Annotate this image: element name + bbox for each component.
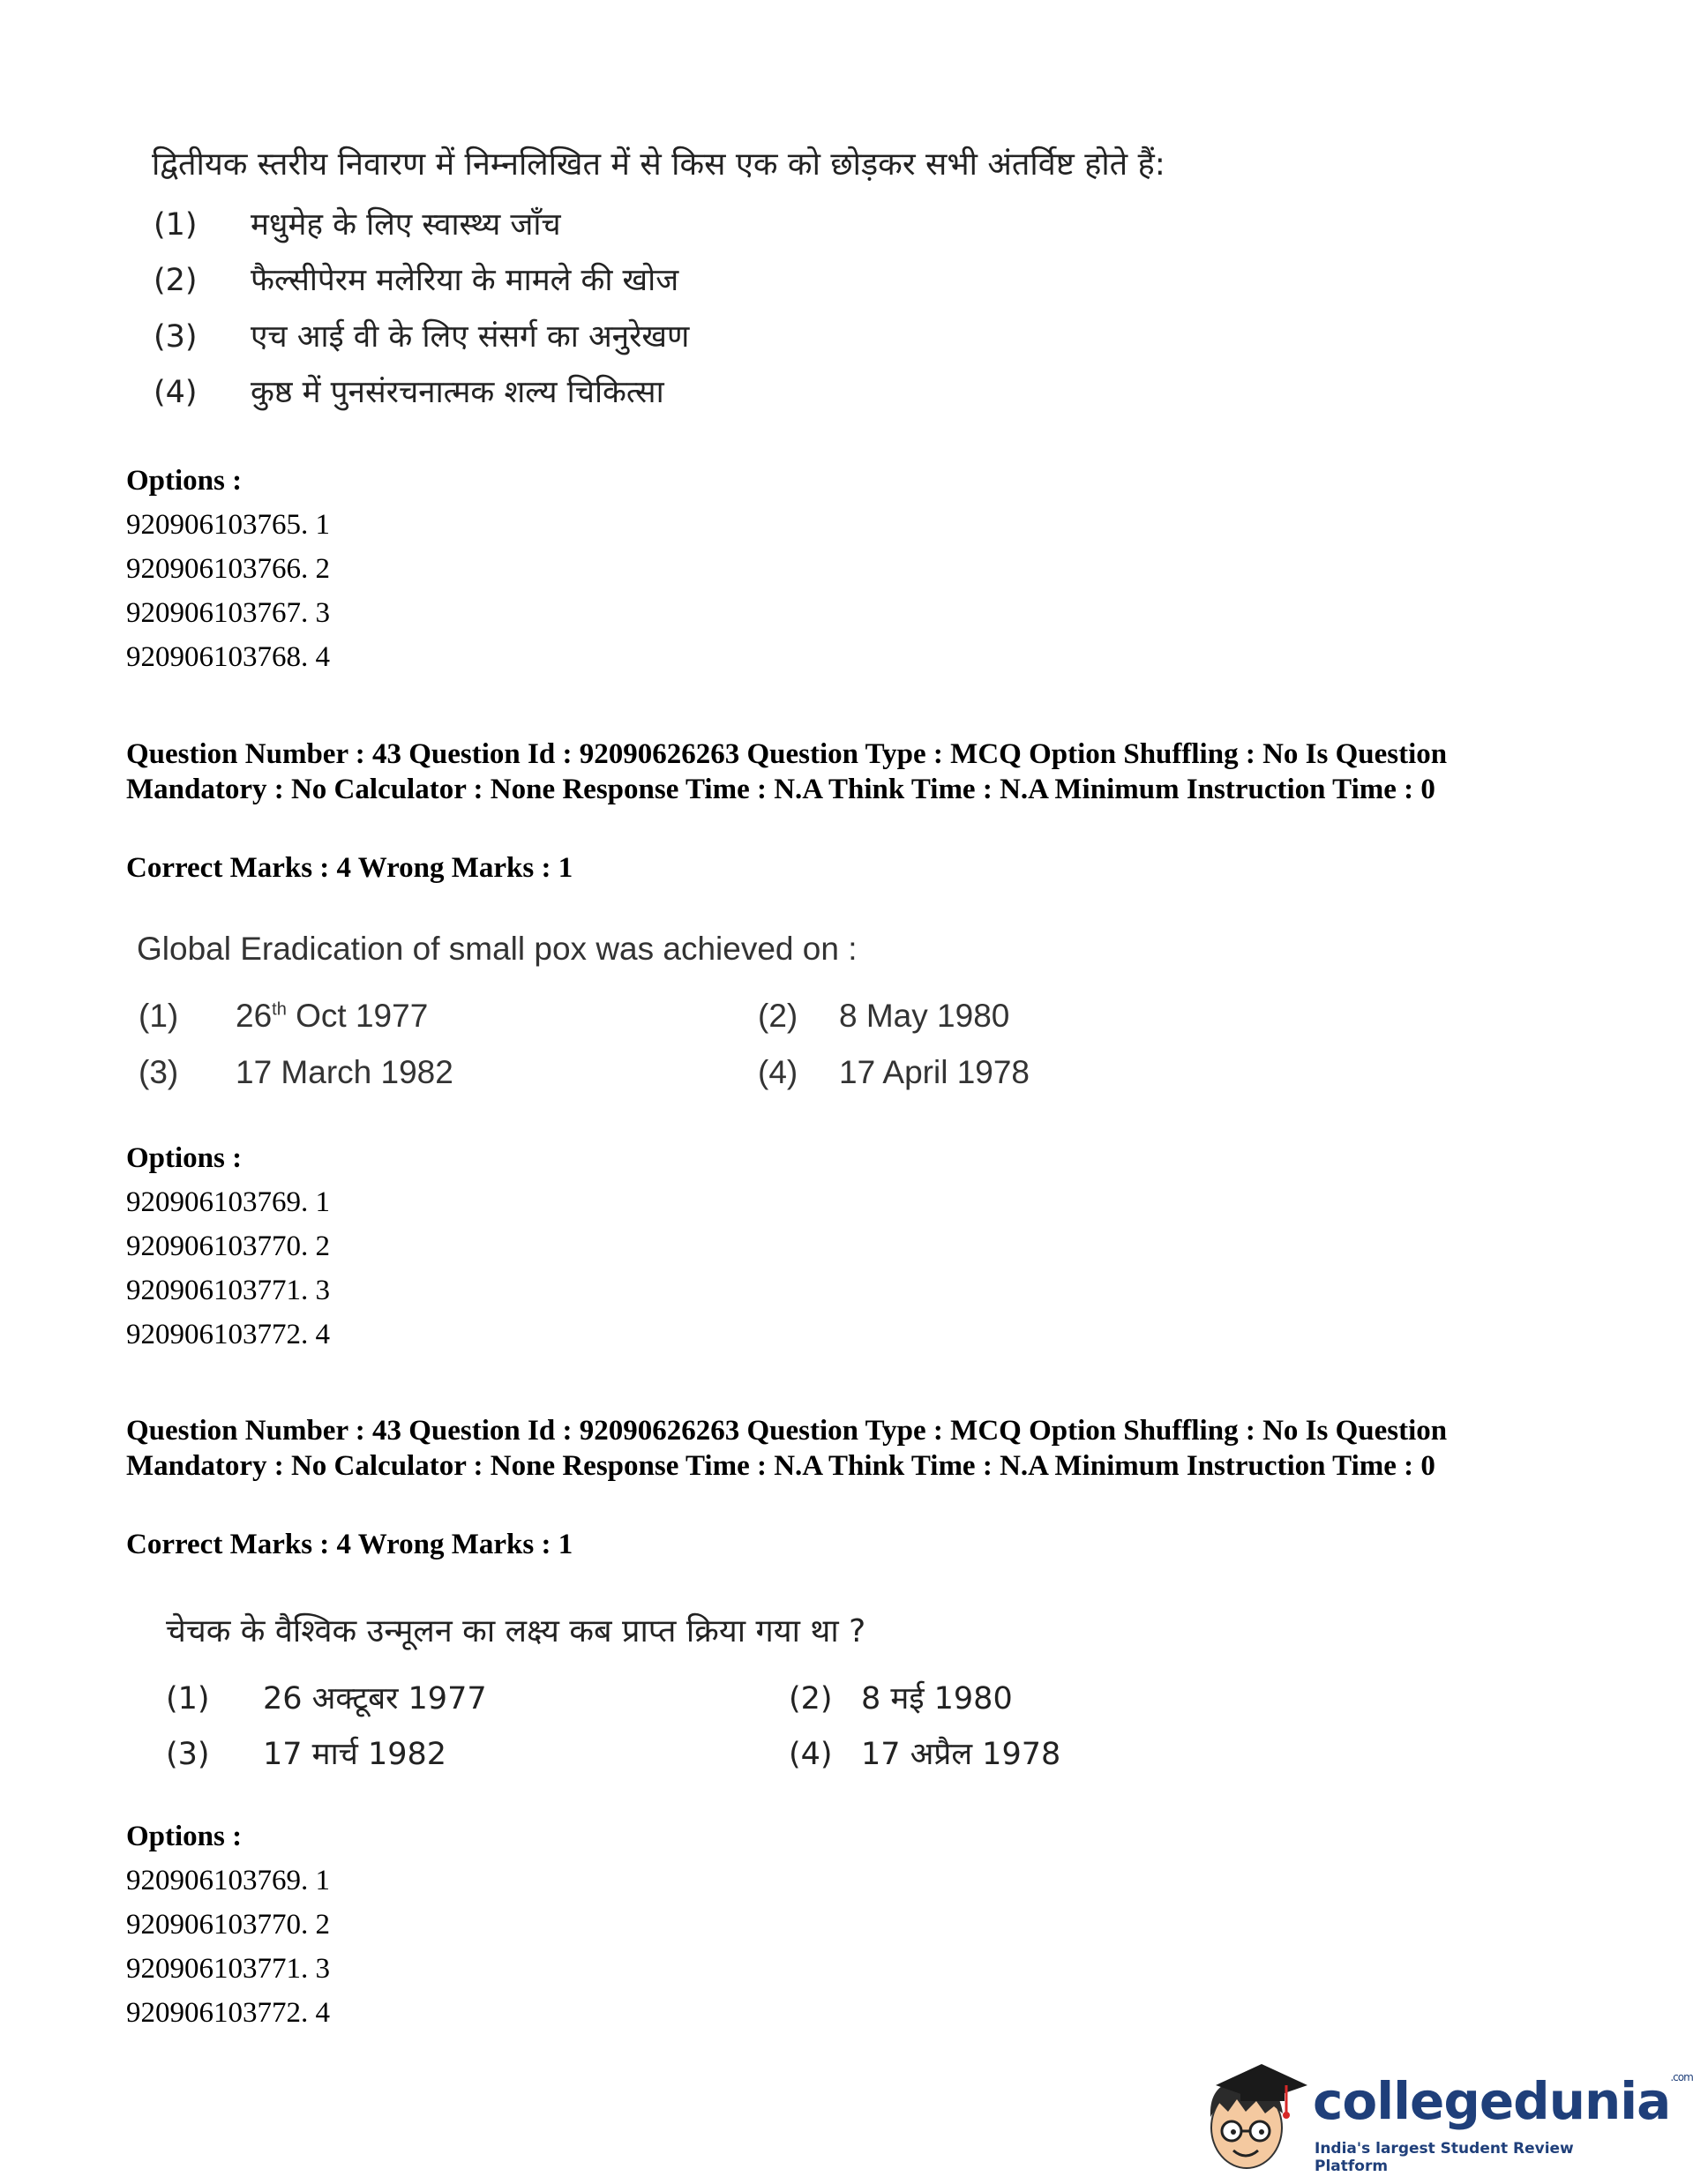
choice-number: (2) xyxy=(789,1681,833,1717)
choice-text: 26 अक्टूबर 1977 xyxy=(263,1681,487,1717)
choice-text: 26 xyxy=(236,998,273,1034)
choice-number: (3) xyxy=(154,319,198,355)
choice-2 xyxy=(154,258,678,300)
choice-3 xyxy=(139,1054,453,1091)
choice-number: (2) xyxy=(758,998,798,1034)
option-id: 920906103770. 2 xyxy=(126,1909,330,1941)
options-label: Options : xyxy=(126,1821,243,1852)
choice-number: (3) xyxy=(166,1737,210,1772)
choice-number: (1) xyxy=(139,998,179,1034)
question-marks: Correct Marks : 4 Wrong Marks : 1 xyxy=(126,1529,573,1560)
logo-suffix: .com xyxy=(1670,2071,1693,2083)
question-meta: Question Number : 43 Question Id : 92090626263 Question Type : MCQ Option Shuffling : No Is Question Mandatory : No Calculator : None Response Time : N.A Think Time : N.A Minimum Instruction Time : 0 xyxy=(126,1415,1448,1482)
logo-name: collegedunia xyxy=(1313,2071,1671,2131)
logo-tagline: India's largest Student Review Platform xyxy=(1315,2140,1574,2175)
choice-2 xyxy=(758,998,1009,1035)
q43-hindi-options xyxy=(126,1814,330,2035)
choice-4 xyxy=(789,1732,1060,1774)
choice-text: 17 मार्च 1982 xyxy=(263,1737,447,1772)
options-label: Options : xyxy=(126,1142,243,1174)
choice-text: 17 March 1982 xyxy=(236,1054,453,1090)
choice-number: (4) xyxy=(789,1737,833,1772)
option-id: 920906103769. 1 xyxy=(126,1186,330,1218)
choice-1 xyxy=(166,1677,487,1718)
choice-number: (1) xyxy=(154,207,198,243)
choice-text: फैल्सीपेरम मलेरिया के मामले की खोज xyxy=(251,263,679,298)
option-id: 920906103771. 3 xyxy=(126,1953,330,1985)
collegedunia-logo xyxy=(1198,2055,1693,2179)
q42-question-image xyxy=(152,141,1299,423)
option-id: 920906103770. 2 xyxy=(126,1230,330,1262)
choice-number: (2) xyxy=(154,263,198,298)
q43-english-options xyxy=(126,1136,330,1357)
question-meta: Question Number : 43 Question Id : 92090626263 Question Type : MCQ Option Shuffling : No Is Question Mandatory : No Calculator : None Response Time : N.A Think Time : N.A Minimum Instruction Time : 0 xyxy=(126,738,1448,805)
logo-wordmark xyxy=(1313,2071,1693,2131)
choice-1 xyxy=(154,203,561,244)
choice-text: 8 मई 1980 xyxy=(861,1681,1013,1717)
option-id: 920906103769. 1 xyxy=(126,1865,330,1896)
options-label: Options : xyxy=(126,465,243,497)
choice-text: एच आई वी के लिए संसर्ग का अनुरेखण xyxy=(251,319,690,355)
q42-options xyxy=(126,459,330,679)
mascot-icon xyxy=(1198,2055,1313,2179)
choice-1 xyxy=(139,998,428,1035)
choice-4 xyxy=(758,1054,1030,1091)
choice-text: 17 अप्रैल 1978 xyxy=(861,1737,1061,1772)
choice-superscript: th xyxy=(272,999,287,1020)
option-id: 920906103765. 1 xyxy=(126,509,330,541)
option-id: 920906103772. 4 xyxy=(126,1319,330,1350)
option-id: 920906103771. 3 xyxy=(126,1275,330,1306)
choice-number: (4) xyxy=(154,375,198,410)
question-text: चेचक के वैश्विक उन्मूलन का लक्ष्य कब प्राप्त क्रिया गया था ? xyxy=(166,1613,866,1649)
option-id: 920906103772. 4 xyxy=(126,1997,330,2029)
choice-number: (1) xyxy=(166,1681,210,1717)
question-text: द्वितीयक स्तरीय निवारण में निम्नलिखित में से किस एक को छोड़कर सभी अंतर्विष्ट होते हैं: xyxy=(152,146,1165,183)
choice-3 xyxy=(154,315,689,356)
option-id: 920906103766. 2 xyxy=(126,553,330,585)
option-id: 920906103768. 4 xyxy=(126,641,330,673)
choice-text: मधुमेह के लिए स्वास्थ्य जाँच xyxy=(251,207,561,243)
choice-number: (4) xyxy=(758,1054,798,1090)
choice-text: 17 April 1978 xyxy=(839,1054,1030,1090)
question-text: Global Eradication of small pox was achieved on : xyxy=(137,931,858,967)
choice-text: 8 May 1980 xyxy=(839,998,1010,1034)
question-marks: Correct Marks : 4 Wrong Marks : 1 xyxy=(126,852,573,884)
choice-3 xyxy=(166,1732,446,1774)
option-id: 920906103767. 3 xyxy=(126,597,330,629)
q43-question-image-hindi xyxy=(166,1608,1136,1784)
choice-4 xyxy=(154,370,664,412)
choice-number: (3) xyxy=(139,1054,179,1090)
q43-question-image-english xyxy=(137,931,1107,1107)
choice-text-rest: Oct 1977 xyxy=(286,998,429,1034)
choice-2 xyxy=(789,1677,1013,1718)
choice-text: कुष्ठ में पुनसंरचनात्मक शल्य चिकित्सा xyxy=(251,375,664,410)
